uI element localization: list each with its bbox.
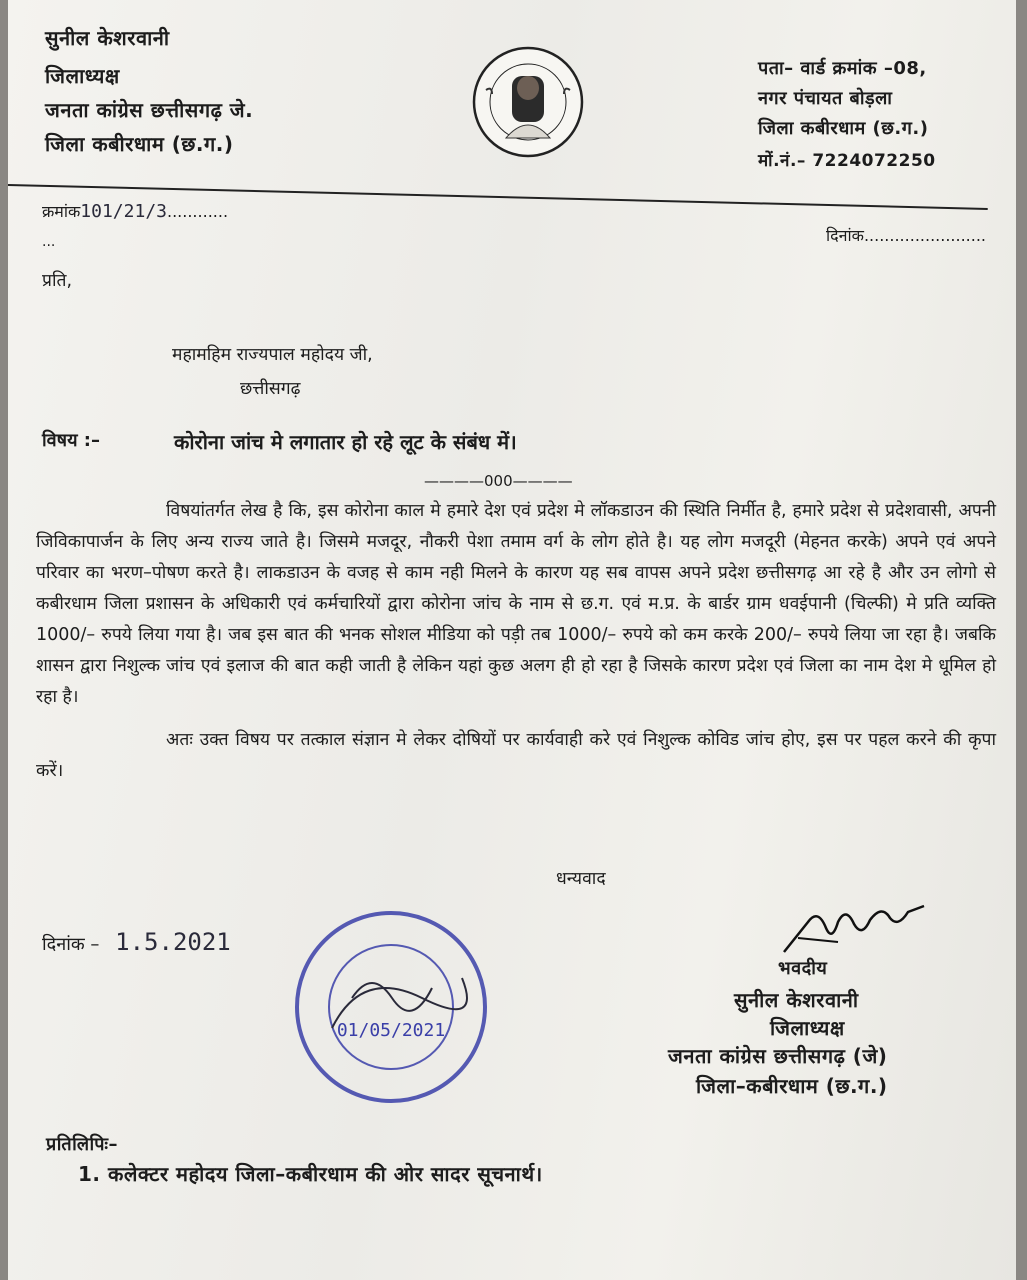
ref-dots: ............ — [167, 202, 229, 221]
sender-designation: जिलाध्यक्ष — [45, 64, 120, 88]
address-line-3: जिला कबीरधाम (छ.ग.) — [758, 118, 929, 139]
signature-scribble — [778, 898, 928, 958]
signature-name: सुनील केशरवानी — [734, 988, 859, 1012]
date-field — [826, 224, 986, 246]
recipient-prefix: प्रति, — [42, 271, 73, 291]
subject-label: विषय :– — [42, 430, 100, 451]
ref-handwritten: 101/21/3 — [80, 201, 167, 222]
official-stamp — [292, 908, 490, 1106]
subject-text: कोरोना जांच मे लगातार हो रहे लूट के संबंध में। — [174, 430, 517, 454]
ref-label: क्रमांक — [42, 202, 81, 221]
address-line-1: पता– वार्ड क्रमांक –08, — [758, 58, 927, 79]
stamp-date: 01/05/2021 — [336, 1020, 446, 1041]
recipient-line-2: छत्तीसगढ़ — [240, 379, 301, 399]
bottom-date-label: दिनांक – — [42, 934, 100, 955]
signature-party: जनता कांग्रेस छत्तीसगढ़ (जे) — [668, 1044, 888, 1068]
letter-body — [36, 496, 996, 787]
signature-designation: जिलाध्यक्ष — [770, 1016, 845, 1040]
body-paragraph-1: विषयांतर्गत लेख है कि, इस कोरोना काल मे हमारे देश एवं प्रदेश मे लॉकडाउन की स्थिति निर्मीत है, हमारे प्रदेश से प्रदेशवासी, अपनी जिविकापार्जन के लिए अन्य राज्य जाते है। जिसमे मजदूर, नौकरी पेशा तमाम वर्ग के लोग होते है। यह लोग मजदूरी (मेहनत करके) अपने एवं अपने परिवार का भरण–पोषण करते है। लाकडाउन के वजह से काम नही मिलने के कारण यह सब वापस अपने प्रदेश छत्तीसगढ़ आ रहे है और उन लोगो से कबीरधाम जिला प्रशासन के अधिकारी एवं कर्मचारियों द्वारा कोरोना जांच के नाम से छ.ग. एवं म.प्र. के बार्डर ग्राम धवईपानी (चिल्फी) मे प्रति व्यक्ति 1000/– रुपये लिया गया है। जब इस बात की भनक सोशल मीडिया को पड़ी तब 1000/– रुपये को कम करके 200/– रुपये लिया जा रहा है। जबकि शासन द्वारा निशुल्क जांच एवं इलाज की बात कही जाती है लेकिन यहां कुछ अलग ही हो रहा है जिसके कारण प्रदेश एवं जिला का नाम देश मे धूमिल हो रहा है। — [36, 501, 996, 707]
recipient-line-1: महामहिम राज्यपाल महोदय जी, — [172, 345, 373, 365]
body-paragraph-2: अतः उक्त विषय पर तत्काल संज्ञान मे लेकर दोषियों पर कार्यवाही करे एवं निशुल्क कोविड जांच होए, इस पर पहल करने की कृपा करें। — [36, 730, 996, 781]
bottom-date — [42, 928, 231, 956]
date-field-dots: ........................ — [863, 226, 987, 245]
signature-district: जिला–कबीरधाम (छ.ग.) — [696, 1074, 888, 1098]
party-logo — [472, 46, 584, 158]
sender-party: जनता कांग्रेस छत्तीसगढ़ जे. — [45, 98, 254, 122]
sender-name: सुनील केशरवानी — [45, 26, 170, 50]
address-line-2: नगर पंचायत बोड़ला — [758, 88, 893, 109]
signature-salutation: भवदीय — [778, 958, 828, 979]
letter-page — [8, 0, 1016, 1280]
address-phone: मों.नं.– 7224072250 — [758, 151, 936, 171]
ref-dots-extra: ... — [42, 234, 56, 250]
bottom-date-handwritten: 1.5.2021 — [115, 928, 231, 956]
sender-district: जिला कबीरधाम (छ.ग.) — [45, 132, 234, 156]
date-field-label: दिनांक — [826, 226, 864, 245]
thanks-text: धन्यवाद — [556, 869, 606, 889]
copy-item-1: 1. कलेक्टर महोदय जिला–कबीरधाम की ओर सादर सूचनार्थ। — [78, 1162, 543, 1186]
copy-label: प्रतिलिपिः– — [46, 1134, 119, 1155]
ref-number — [42, 200, 228, 222]
subject-separator: ————000———— — [424, 472, 573, 490]
